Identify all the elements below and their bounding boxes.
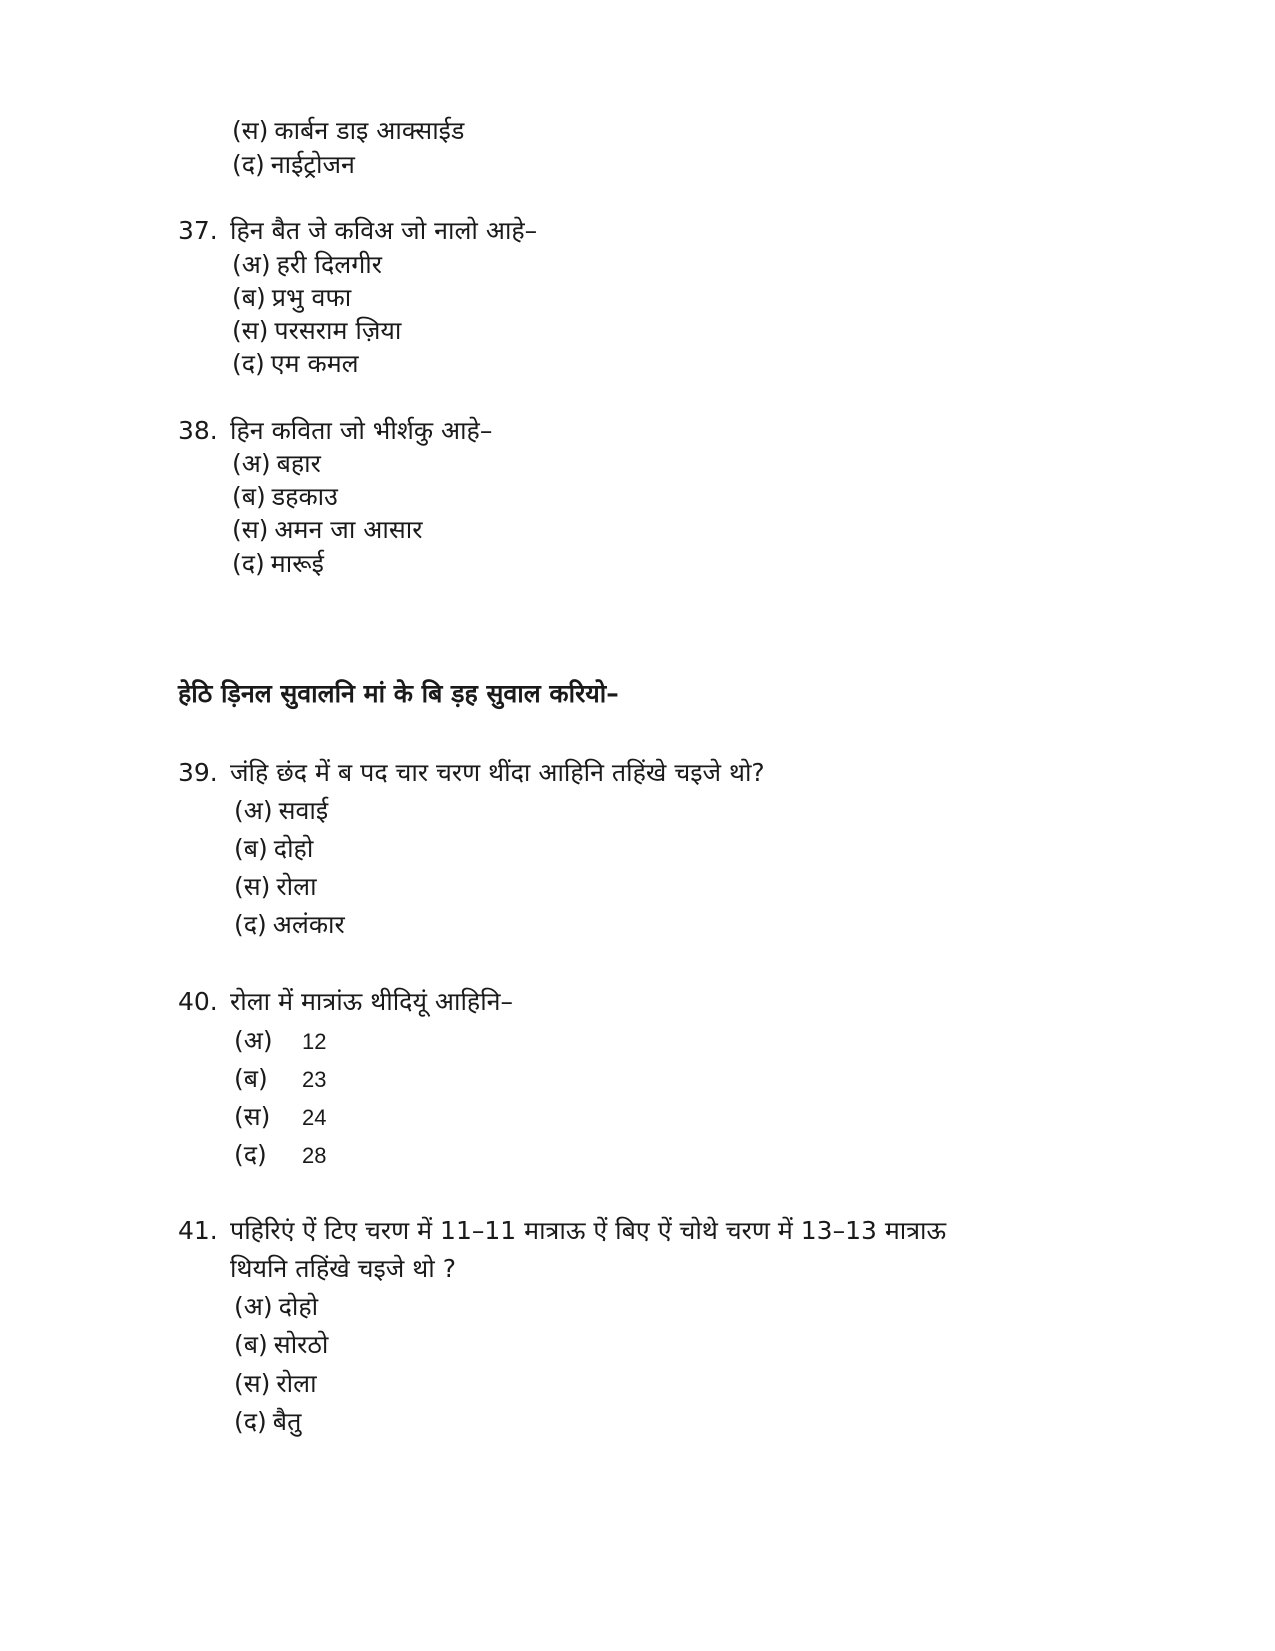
option-marker: (अ): [232, 449, 271, 478]
option-marker: (द): [234, 1407, 267, 1436]
option-marker: (स): [232, 515, 269, 544]
question-number: 41.: [178, 1216, 218, 1245]
option-text: 12: [302, 1029, 327, 1054]
option-text: सोरठो: [273, 1330, 329, 1359]
option-text: दोहो: [278, 1292, 319, 1321]
option-text: बहार: [276, 449, 321, 478]
question-text: पहिरिएं ऐं टिए चरण में 11–11 मात्राऊ ऐं बिए ऐं चोथे चरण में 13–13 मात्राऊ: [230, 1216, 947, 1245]
question-text: हिन बैत जे कविअ जो नालो आहे–: [230, 216, 538, 245]
option-text: दोहो: [273, 834, 314, 863]
option-text: हरी दिलगीर: [276, 250, 383, 279]
question-38: [178, 414, 492, 448]
option-marker: (ब): [234, 1330, 268, 1359]
question-text: रोला में मात्रांऊ थीदियूं आहिनि–: [230, 987, 514, 1016]
option-marker: (ब): [232, 283, 266, 312]
option-d: [234, 908, 345, 942]
option-c: [232, 314, 401, 348]
option-text: कार्बन डाइ आक्साईड: [274, 116, 465, 145]
question-text: हिन कविता जो भीर्शकु आहे–: [230, 416, 493, 445]
option-marker: (स): [232, 116, 269, 145]
option-c: [234, 1367, 317, 1401]
option-a: [234, 794, 328, 828]
question-number: 39.: [178, 758, 218, 787]
option-a: [232, 447, 321, 481]
option-marker: (अ): [234, 796, 273, 825]
option-d: [232, 148, 355, 182]
question-number: 38.: [178, 416, 218, 445]
section-heading: हेठि ड़िनल सुवालनि मां के बि ड़ह सुवाल करियो–: [178, 679, 619, 708]
option-marker: (अ): [232, 250, 271, 279]
question-41: [178, 1214, 946, 1248]
question-number: 40.: [178, 987, 218, 1016]
option-marker: (अ): [234, 1026, 273, 1055]
option-b: [234, 1328, 328, 1362]
option-text: सवाई: [278, 796, 329, 825]
option-marker: (स): [234, 1102, 271, 1131]
option-d: [232, 347, 359, 381]
option-c: [232, 114, 464, 148]
option-marker: (द): [234, 1140, 267, 1169]
option-marker: (ब): [232, 482, 266, 511]
option-text: रोला: [276, 1369, 317, 1398]
option-text: 23: [302, 1067, 327, 1092]
question-number: 37.: [178, 216, 218, 245]
option-c: [232, 513, 422, 547]
option-marker: (द): [232, 150, 265, 179]
option-b: [232, 281, 351, 315]
option-text: नाईट्रोजन: [270, 150, 355, 179]
option-text: 24: [302, 1105, 327, 1130]
option-d: [232, 547, 324, 581]
option-text: बैतु: [272, 1407, 302, 1436]
question-40: [178, 985, 513, 1019]
option-text: अमन जा आसार: [274, 515, 423, 544]
question-text: जंहि छंद में ब पद चार चरण थींदा आहिनि तहिंखे चइजे थो?: [230, 758, 765, 787]
option-marker: (स): [234, 1369, 271, 1398]
option-d: [234, 1405, 301, 1439]
option-text: 28: [302, 1143, 327, 1168]
option-b: [234, 832, 313, 866]
option-text: एम कमल: [270, 349, 359, 378]
question-39: [178, 756, 765, 790]
option-marker: (ब): [234, 834, 268, 863]
option-c: [234, 1100, 326, 1135]
option-marker: (द): [232, 549, 265, 578]
option-d: [234, 1138, 326, 1173]
option-text: रोला: [276, 872, 317, 901]
option-text: प्रभु वफा: [271, 283, 352, 312]
option-text: डहकाउ: [271, 482, 338, 511]
option-a: [234, 1024, 326, 1059]
option-marker: (द): [232, 349, 265, 378]
option-text: परसराम ज़िया: [274, 316, 402, 345]
option-text: मारूई: [270, 549, 324, 578]
option-marker: (ब): [234, 1064, 268, 1093]
option-marker: (स): [232, 316, 269, 345]
option-marker: (स): [234, 872, 271, 901]
option-b: [234, 1062, 326, 1097]
option-c: [234, 870, 317, 904]
option-marker: (अ): [234, 1292, 273, 1321]
option-text: अलंकार: [272, 910, 345, 939]
option-a: [232, 248, 382, 282]
question-37: [178, 214, 537, 248]
option-marker: (द): [234, 910, 267, 939]
question-text-continued: थियनि तहिंखे चइजे थो ?: [230, 1254, 456, 1283]
option-a: [234, 1290, 318, 1324]
option-b: [232, 480, 338, 514]
